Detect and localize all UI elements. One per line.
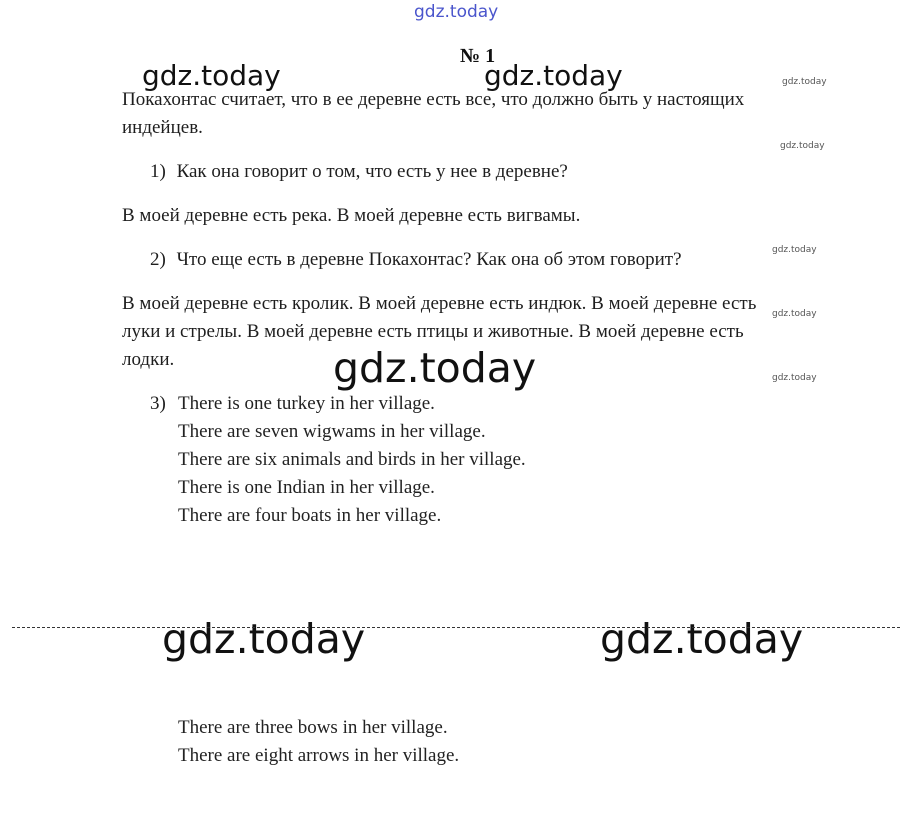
answer-3-line: There are six animals and birds in her village. xyxy=(178,449,526,470)
watermark-large: gdz.today xyxy=(142,59,281,92)
answer-3-line: There are seven wigwams in her village. xyxy=(178,421,486,442)
watermark-small: gdz.today xyxy=(772,373,817,383)
answer-3-line: There are four boats in her village. xyxy=(178,505,442,526)
question-1 xyxy=(150,158,568,186)
answer-3-line: There is one turkey in her village. xyxy=(178,393,435,414)
question-1-number: 1) xyxy=(150,161,166,182)
question-1-text: Как она говорит о том, что есть у нее в деревне? xyxy=(176,161,568,182)
continued-line: There are eight arrows in her village. xyxy=(178,745,460,766)
intro-line-1: Покахонтас считает, что в ее деревне есть все, что должно быть у настоящих xyxy=(122,89,745,110)
question-2 xyxy=(150,246,682,274)
watermark-large: gdz.today xyxy=(484,59,623,92)
watermark-small: gdz.today xyxy=(782,77,827,87)
answer-2-line-1: В моей деревне есть кролик. В моей деревне есть индюк. В моей деревне есть xyxy=(122,293,757,314)
question-2-text: Что еще есть в деревне Покахонтас? Как она об этом говорит? xyxy=(176,249,682,270)
answer-2-line-3: лодки. xyxy=(122,349,175,370)
continued-line: There are three bows in her village. xyxy=(178,717,448,738)
exercise-title: № 1 xyxy=(460,45,496,67)
top-watermark: gdz.today xyxy=(414,2,499,22)
watermark-large: gdz.today xyxy=(162,615,366,663)
watermark-large: gdz.today xyxy=(333,344,537,392)
watermark-small: gdz.today xyxy=(772,245,817,255)
watermark-large: gdz.today xyxy=(600,615,804,663)
question-2-number: 2) xyxy=(150,249,166,270)
watermark-small: gdz.today xyxy=(780,141,825,151)
intro-line-2: индейцев. xyxy=(122,117,203,138)
answer-2-line-2: луки и стрелы. В моей деревне есть птицы и животные. В моей деревне есть xyxy=(122,321,744,342)
answer-1: В моей деревне есть река. В моей деревне есть вигвамы. xyxy=(122,205,581,226)
answer-3-line: There is one Indian in her village. xyxy=(178,477,435,498)
question-3-number: 3) xyxy=(150,393,166,414)
watermark-small: gdz.today xyxy=(772,309,817,319)
page-break-divider xyxy=(12,627,900,628)
